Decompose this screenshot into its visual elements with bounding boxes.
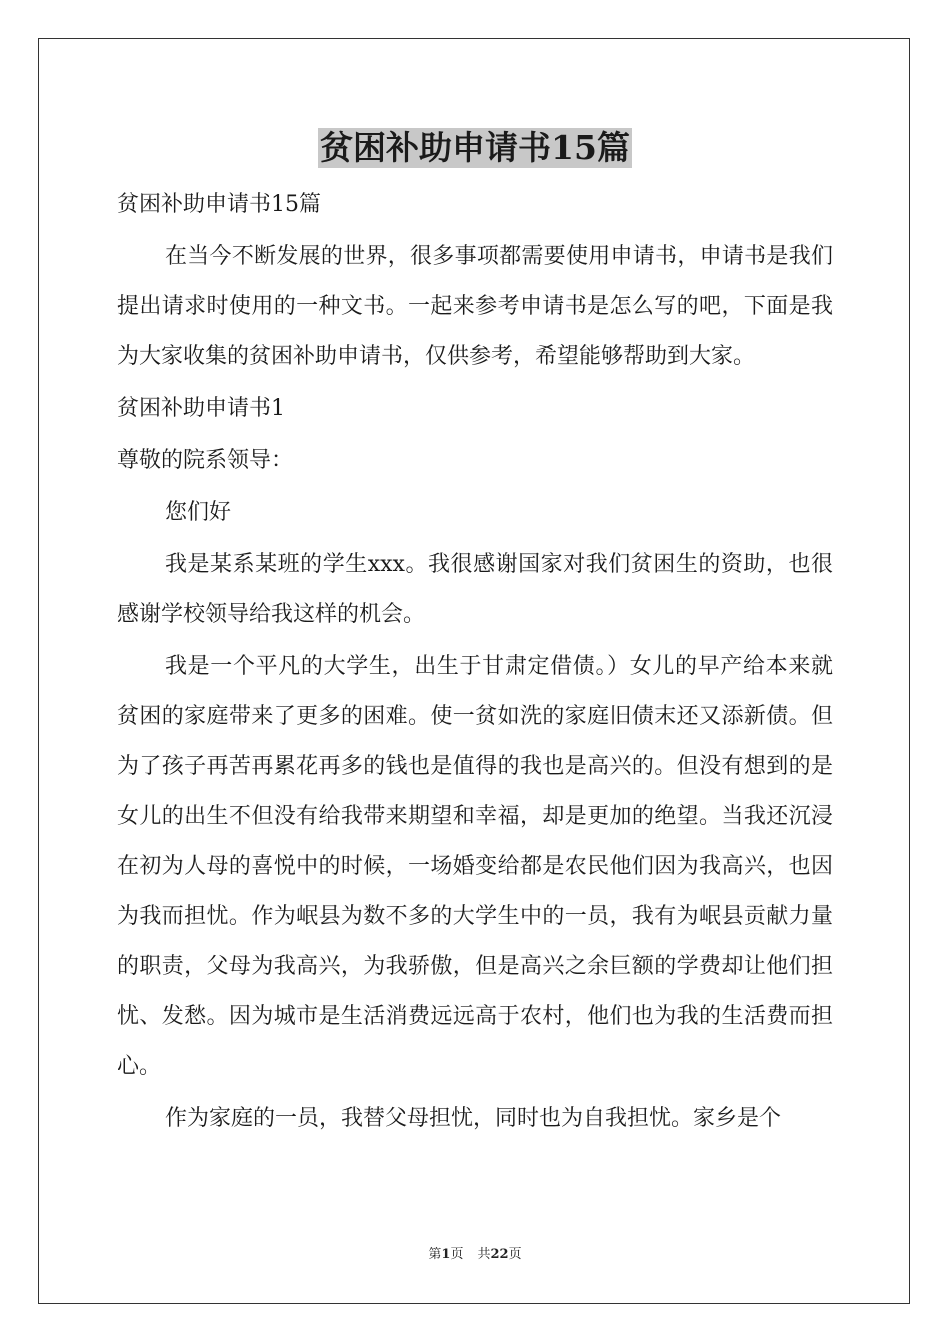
title-area — [0, 128, 950, 168]
salutation: 尊敬的院系领导： — [117, 448, 294, 473]
page-footer — [0, 1245, 950, 1265]
total-suffix: 页 — [508, 1247, 522, 1262]
greeting: 您们好 — [165, 500, 232, 525]
total-prefix: 共 — [477, 1247, 491, 1262]
page-prefix: 第 — [428, 1247, 442, 1262]
page-suffix: 页 — [450, 1247, 464, 1262]
section-heading: 贫困补助申请书1 — [117, 396, 285, 421]
paragraph: 贫困补助申请书15篇 — [117, 192, 321, 217]
paragraph: 作为家庭的一员，我替父母担忧，同时也为自我担忧。家乡是个 — [165, 1106, 782, 1131]
paragraph: 我是某系某班的学生xxx。我很感谢国家对我们贫困生的资助，也很感谢学校领导给我这样的机会。 — [117, 552, 833, 627]
total-pages: 22 — [490, 1247, 509, 1262]
paragraph: 我是一个平凡的大学生，出生于甘肃定借债。）女儿的早产给本来就贫困的家庭带来了更多的困难。使一贫如洗的家庭旧债末还又添新债。但为了孩子再苦再累花再多的钱也是值得的我也是高兴的。但没有想到的是女儿的出生不但没有给我带来期望和幸福，却是更加的绝望。当我还沉浸在初为人母的喜悦中的时候，一场婚变给都是农民他们因为我高兴，也因为我而担忧。作为岷县为数不多的大学生中的一员，我有为岷县贡献力量的职责，父母为我高兴，为我骄傲，但是高兴之余巨额的学费却让他们担忧、发愁。因为城市是生活消费远远高于农村，他们也为我的生活费而担心。 — [117, 654, 833, 1079]
paragraph: 在当今不断发展的世界，很多事项都需要使用申请书，申请书是我们提出请求时使用的一种文书。一起来参考申请书是怎么写的吧，下面是我为大家收集的贫困补助申请书，仅供参考，希望能够帮助到大家。 — [117, 244, 833, 369]
page-number: 1 — [441, 1247, 451, 1262]
document-title: 贫困补助申请书15篇 — [320, 128, 630, 167]
document-body — [117, 180, 833, 1144]
